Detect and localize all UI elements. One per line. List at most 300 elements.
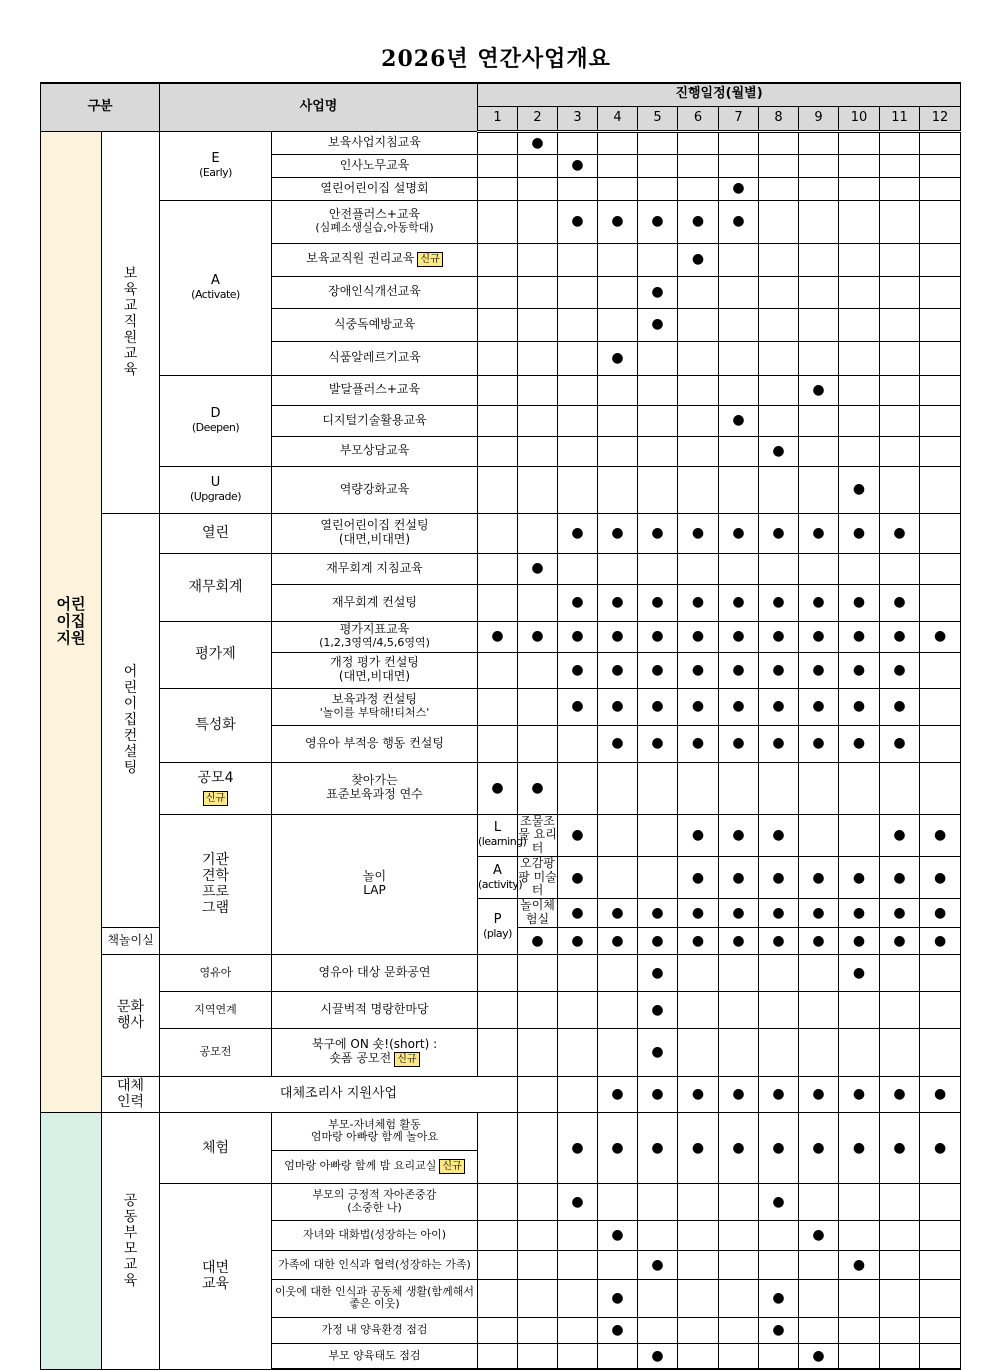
month-cell xyxy=(920,466,961,513)
header-schedule: 진행일정(월별) xyxy=(478,83,961,106)
month-cell xyxy=(678,131,719,154)
month-cell: ● xyxy=(799,375,839,405)
d-deepen-cell xyxy=(160,375,272,466)
month-cell: ● xyxy=(558,927,598,954)
program-name-line: 가정 내 양육환경 점검 xyxy=(321,1323,428,1337)
month-cell xyxy=(518,1250,558,1279)
month-cell xyxy=(799,405,839,436)
month-cell xyxy=(759,308,799,341)
month-cell: ● xyxy=(880,513,920,553)
month-cell xyxy=(799,466,839,513)
program-name xyxy=(272,1183,478,1220)
month-cell xyxy=(678,405,719,436)
month-cell xyxy=(839,341,880,375)
month-cell: ● xyxy=(638,1028,678,1076)
row-letter-meaning: (Deepen) xyxy=(191,420,240,434)
month-cell xyxy=(598,436,638,466)
month-cell xyxy=(638,405,678,436)
table-row xyxy=(41,621,961,652)
program-name xyxy=(272,584,478,621)
month-cell xyxy=(799,1028,839,1076)
month-cell xyxy=(719,553,759,584)
month-cell: ● xyxy=(678,927,719,954)
month-cell xyxy=(920,688,961,725)
month-cell xyxy=(478,1279,518,1317)
a-activity-cell xyxy=(478,856,523,898)
new-badge: 신규 xyxy=(417,252,442,267)
program-name-line: 역량강화교육 xyxy=(339,481,410,496)
month-cell xyxy=(920,308,961,341)
month-cell xyxy=(518,991,558,1028)
program-name-subline: 숏폼 공모전 xyxy=(329,1050,392,1065)
month-cell xyxy=(518,725,558,762)
month-cell xyxy=(518,177,558,200)
month-cell xyxy=(759,1028,799,1076)
month-cell xyxy=(598,991,638,1028)
month-cell: ● xyxy=(839,652,880,688)
month-cell xyxy=(880,1220,920,1250)
program-name-line: 발달플러스+교육 xyxy=(328,382,421,397)
month-cell xyxy=(558,1317,598,1343)
month-cell xyxy=(478,688,518,725)
month-cell xyxy=(638,1183,678,1220)
month-cell xyxy=(518,466,558,513)
month-cell xyxy=(478,652,518,688)
month-cell: ● xyxy=(799,513,839,553)
month-cell xyxy=(880,405,920,436)
month-cell xyxy=(598,1183,638,1220)
month-cell xyxy=(920,954,961,991)
month-cell xyxy=(719,991,759,1028)
month-cell xyxy=(518,308,558,341)
program-name-line: 찾아가는 xyxy=(351,773,398,788)
finance-cell: 재무회계 xyxy=(160,553,272,621)
month-cell xyxy=(759,131,799,154)
month-cell xyxy=(719,1028,759,1076)
month-cell xyxy=(478,466,518,513)
program-name-line: 평가지표교육 xyxy=(339,622,410,637)
month-cell: ● xyxy=(759,899,799,928)
e-early-cell xyxy=(160,131,272,200)
month-cell xyxy=(478,200,518,243)
face-to-face-cell: 대면 교육 xyxy=(160,1183,272,1369)
month-cell xyxy=(759,991,799,1028)
month-cell: ● xyxy=(558,1183,598,1220)
month-cell: ● xyxy=(920,856,961,898)
month-cell xyxy=(598,276,638,308)
month-cell xyxy=(719,954,759,991)
row-letter-meaning: (activity) xyxy=(478,877,523,891)
program-name-subline: 표준보육과정 연수 xyxy=(326,787,423,801)
month-cell xyxy=(638,1220,678,1250)
program-name xyxy=(272,1250,478,1279)
program-name xyxy=(272,652,478,688)
month-cell xyxy=(880,1317,920,1343)
month-cell xyxy=(920,513,961,553)
month-cell xyxy=(678,154,719,177)
program-name-subline: (대면,비대면) xyxy=(338,532,411,546)
month-cell xyxy=(598,243,638,276)
month-cell: ● xyxy=(638,899,678,928)
month-cell: ● xyxy=(880,652,920,688)
month-cell xyxy=(799,243,839,276)
month-header: 7 xyxy=(719,106,759,131)
table-row xyxy=(41,553,961,584)
month-cell: ● xyxy=(839,466,880,513)
month-cell xyxy=(558,553,598,584)
month-cell xyxy=(638,466,678,513)
month-header: 6 xyxy=(678,106,719,131)
month-cell xyxy=(839,553,880,584)
month-cell xyxy=(598,1250,638,1279)
month-cell xyxy=(920,762,961,814)
month-cell: ● xyxy=(518,762,558,814)
subgroup-daycare-consulting: 어 린 이 집 컨 설 팅 xyxy=(102,513,160,927)
month-cell xyxy=(598,954,638,991)
month-cell xyxy=(638,375,678,405)
month-cell xyxy=(839,243,880,276)
table-row xyxy=(41,1028,961,1076)
month-cell: ● xyxy=(678,856,719,898)
month-cell: ● xyxy=(759,1317,799,1343)
month-cell xyxy=(880,466,920,513)
month-cell xyxy=(558,466,598,513)
program-name-line: 대체조리사 지원사업 xyxy=(279,1085,398,1101)
program-name xyxy=(272,405,478,436)
month-cell: ● xyxy=(478,621,518,652)
program-name-line: 식품알레르기교육 xyxy=(328,350,421,365)
month-cell xyxy=(719,375,759,405)
month-cell xyxy=(518,200,558,243)
month-cell xyxy=(478,436,518,466)
month-cell xyxy=(920,341,961,375)
month-header: 5 xyxy=(638,106,678,131)
row-letter: D xyxy=(210,405,221,421)
table-row xyxy=(41,954,961,991)
month-cell: ● xyxy=(880,1112,920,1183)
month-cell xyxy=(799,991,839,1028)
month-cell: ● xyxy=(719,1112,759,1183)
month-cell xyxy=(478,513,518,553)
month-cell xyxy=(518,954,558,991)
p-play-cell xyxy=(478,899,518,955)
annual-plan-table xyxy=(40,82,961,1370)
month-cell xyxy=(920,177,961,200)
month-cell xyxy=(880,375,920,405)
new-badge: 신규 xyxy=(439,1159,464,1174)
month-cell xyxy=(678,308,719,341)
month-cell: ● xyxy=(598,1076,638,1112)
month-cell xyxy=(920,991,961,1028)
month-cell: ● xyxy=(598,927,638,954)
month-cell xyxy=(638,177,678,200)
program-name-line: 열린어린이집 컨설팅 xyxy=(320,518,429,533)
month-cell xyxy=(598,375,638,405)
month-cell xyxy=(880,154,920,177)
month-cell xyxy=(839,1343,880,1369)
program-name-line: 개정 평가 컨설팅 xyxy=(330,655,419,670)
month-cell: ● xyxy=(839,513,880,553)
month-cell xyxy=(478,341,518,375)
month-cell xyxy=(598,177,638,200)
month-cell: ● xyxy=(598,584,638,621)
month-cell: ● xyxy=(759,856,799,898)
month-header: 2 xyxy=(518,106,558,131)
month-cell xyxy=(920,1183,961,1220)
month-cell xyxy=(839,1279,880,1317)
month-cell xyxy=(719,1250,759,1279)
month-cell xyxy=(558,308,598,341)
month-cell xyxy=(880,1343,920,1369)
month-cell: ● xyxy=(719,856,759,898)
row-letter: A xyxy=(493,862,502,878)
month-cell xyxy=(799,954,839,991)
month-cell xyxy=(598,553,638,584)
table-row xyxy=(41,1183,961,1220)
month-cell xyxy=(518,1343,558,1369)
program-name xyxy=(272,276,478,308)
month-cell xyxy=(759,466,799,513)
month-cell xyxy=(638,814,678,856)
month-cell xyxy=(558,1250,598,1279)
program-name xyxy=(272,154,478,177)
month-cell xyxy=(638,762,678,814)
month-cell xyxy=(518,1112,558,1183)
program-name xyxy=(272,513,478,553)
month-cell xyxy=(839,200,880,243)
month-cell xyxy=(799,131,839,154)
month-cell: ● xyxy=(920,814,961,856)
program-name xyxy=(272,762,478,814)
open-cell: 열린 xyxy=(160,513,272,553)
month-cell xyxy=(719,308,759,341)
month-cell xyxy=(880,243,920,276)
month-cell xyxy=(880,177,920,200)
month-cell: ● xyxy=(598,1317,638,1343)
u-upgrade-cell xyxy=(160,466,272,513)
month-cell: ● xyxy=(839,1076,880,1112)
program-name xyxy=(518,899,558,928)
month-cell xyxy=(518,341,558,375)
month-header: 4 xyxy=(598,106,638,131)
month-cell xyxy=(678,1343,719,1369)
program-name xyxy=(272,1028,478,1076)
month-cell xyxy=(598,762,638,814)
month-cell xyxy=(678,341,719,375)
month-cell xyxy=(799,341,839,375)
month-cell xyxy=(518,688,558,725)
month-cell xyxy=(880,1250,920,1279)
month-cell xyxy=(920,1220,961,1250)
month-cell xyxy=(920,1250,961,1279)
subgroup-joint-parent-education: 공 동 부 모 교 육 xyxy=(102,1112,160,1369)
month-cell: ● xyxy=(880,899,920,928)
month-cell: ● xyxy=(759,652,799,688)
month-cell xyxy=(598,154,638,177)
month-cell: ● xyxy=(839,584,880,621)
table-row xyxy=(41,375,961,405)
program-name-line: 책놀이실 xyxy=(107,932,154,947)
month-cell: ● xyxy=(678,513,719,553)
month-cell: ● xyxy=(759,1112,799,1183)
month-cell: ● xyxy=(880,688,920,725)
month-cell xyxy=(558,991,598,1028)
month-cell: ● xyxy=(920,1076,961,1112)
local-link-cell: 지역연계 xyxy=(160,991,272,1028)
month-cell xyxy=(880,553,920,584)
month-cell xyxy=(478,1220,518,1250)
month-cell xyxy=(478,154,518,177)
month-cell: ● xyxy=(759,725,799,762)
month-cell: ● xyxy=(518,927,558,954)
month-cell xyxy=(518,584,558,621)
month-cell xyxy=(920,584,961,621)
row-letter: U xyxy=(210,474,221,490)
program-name-line: 조물조물 요리터 xyxy=(518,813,557,856)
month-cell: ● xyxy=(478,762,518,814)
month-cell: ● xyxy=(638,688,678,725)
month-cell xyxy=(678,553,719,584)
month-cell: ● xyxy=(598,341,638,375)
month-cell xyxy=(518,276,558,308)
month-cell xyxy=(678,276,719,308)
month-cell xyxy=(759,954,799,991)
month-cell xyxy=(759,177,799,200)
program-name-line: 부모의 긍정적 자아존중감 xyxy=(312,1188,437,1202)
month-cell xyxy=(759,1250,799,1279)
month-cell: ● xyxy=(598,513,638,553)
evaluation-cell: 평가제 xyxy=(160,621,272,688)
month-cell: ● xyxy=(638,621,678,652)
month-cell xyxy=(558,405,598,436)
month-cell: ● xyxy=(839,688,880,725)
month-cell: ● xyxy=(799,899,839,928)
month-header: 9 xyxy=(799,106,839,131)
program-name xyxy=(272,341,478,375)
program-name xyxy=(518,856,558,898)
month-cell xyxy=(719,131,759,154)
specialized-cell: 특성화 xyxy=(160,688,272,762)
month-cell xyxy=(518,1279,558,1317)
month-header: 8 xyxy=(759,106,799,131)
program-name xyxy=(272,200,478,243)
program-name xyxy=(518,814,558,856)
month-cell: ● xyxy=(719,584,759,621)
program-name-line: 오감팡팡 미술터 xyxy=(518,855,557,898)
month-cell xyxy=(799,200,839,243)
program-name-line: 부모상담교육 xyxy=(339,443,410,458)
program-name xyxy=(160,1076,518,1112)
month-cell xyxy=(799,1279,839,1317)
row-letter: A xyxy=(211,272,220,288)
month-cell xyxy=(518,513,558,553)
month-cell: ● xyxy=(839,856,880,898)
program-name-line: 보육과정 컨설팅 xyxy=(332,692,417,707)
month-cell: ● xyxy=(558,899,598,928)
month-cell: ● xyxy=(920,621,961,652)
program-name-line: 부모 양육태도 점검 xyxy=(328,1348,421,1362)
infant-cell: 영유아 xyxy=(160,954,272,991)
program-name-line: 영유아 부적응 행동 컨설팅 xyxy=(305,735,444,750)
program-name xyxy=(272,1112,478,1150)
month-cell xyxy=(678,375,719,405)
program-name-line: 북구에 ON 숏!(short) : xyxy=(311,1036,438,1051)
month-cell: ● xyxy=(678,814,719,856)
month-cell xyxy=(638,856,678,898)
month-cell: ● xyxy=(719,725,759,762)
program-name-line: 자녀와 대화법(성장하는 아이) xyxy=(302,1228,447,1242)
month-cell: ● xyxy=(558,814,598,856)
table-row xyxy=(41,466,961,513)
month-cell xyxy=(478,1028,518,1076)
month-cell xyxy=(799,553,839,584)
month-cell xyxy=(478,177,518,200)
program-name-line: 장애인식개선교육 xyxy=(328,284,421,299)
program-name-line: 안전플러스+교육 xyxy=(328,207,421,222)
month-cell xyxy=(920,154,961,177)
month-cell: ● xyxy=(678,243,719,276)
month-cell xyxy=(678,1279,719,1317)
month-cell: ● xyxy=(719,177,759,200)
month-cell: ● xyxy=(759,436,799,466)
month-cell xyxy=(638,436,678,466)
program-name-line: 시끌벅적 명랑한마당 xyxy=(320,1001,429,1016)
month-cell xyxy=(920,405,961,436)
month-cell xyxy=(920,243,961,276)
month-cell xyxy=(839,991,880,1028)
program-name xyxy=(272,1317,478,1343)
month-cell xyxy=(880,131,920,154)
month-cell: ● xyxy=(799,584,839,621)
row-letter: P xyxy=(493,911,502,927)
month-cell xyxy=(799,308,839,341)
month-cell xyxy=(518,1028,558,1076)
month-cell xyxy=(759,154,799,177)
new-badge: 신규 xyxy=(394,1052,419,1067)
month-cell xyxy=(478,991,518,1028)
month-cell xyxy=(518,154,558,177)
month-cell: ● xyxy=(638,200,678,243)
month-cell: ● xyxy=(799,652,839,688)
month-cell: ● xyxy=(558,652,598,688)
month-cell: ● xyxy=(759,814,799,856)
program-name-line: 인사노무교육 xyxy=(339,157,410,172)
month-cell xyxy=(638,1317,678,1343)
month-header: 3 xyxy=(558,106,598,131)
month-cell xyxy=(558,243,598,276)
month-cell: ● xyxy=(880,725,920,762)
month-cell: ● xyxy=(638,1076,678,1112)
month-cell xyxy=(839,405,880,436)
month-cell: ● xyxy=(678,1112,719,1183)
month-cell xyxy=(920,1343,961,1369)
month-cell xyxy=(558,1028,598,1076)
subgroup-substitute: 대체 인력 xyxy=(102,1076,160,1112)
table-row xyxy=(41,688,961,725)
program-name xyxy=(272,243,478,276)
month-cell: ● xyxy=(638,1112,678,1183)
program-name xyxy=(272,553,478,584)
month-cell xyxy=(478,276,518,308)
month-cell: ● xyxy=(759,1076,799,1112)
month-cell xyxy=(558,1279,598,1317)
month-cell xyxy=(478,1250,518,1279)
month-cell xyxy=(759,200,799,243)
month-cell xyxy=(478,1112,518,1183)
program-name xyxy=(272,131,478,154)
month-cell xyxy=(638,553,678,584)
month-cell: ● xyxy=(920,927,961,954)
